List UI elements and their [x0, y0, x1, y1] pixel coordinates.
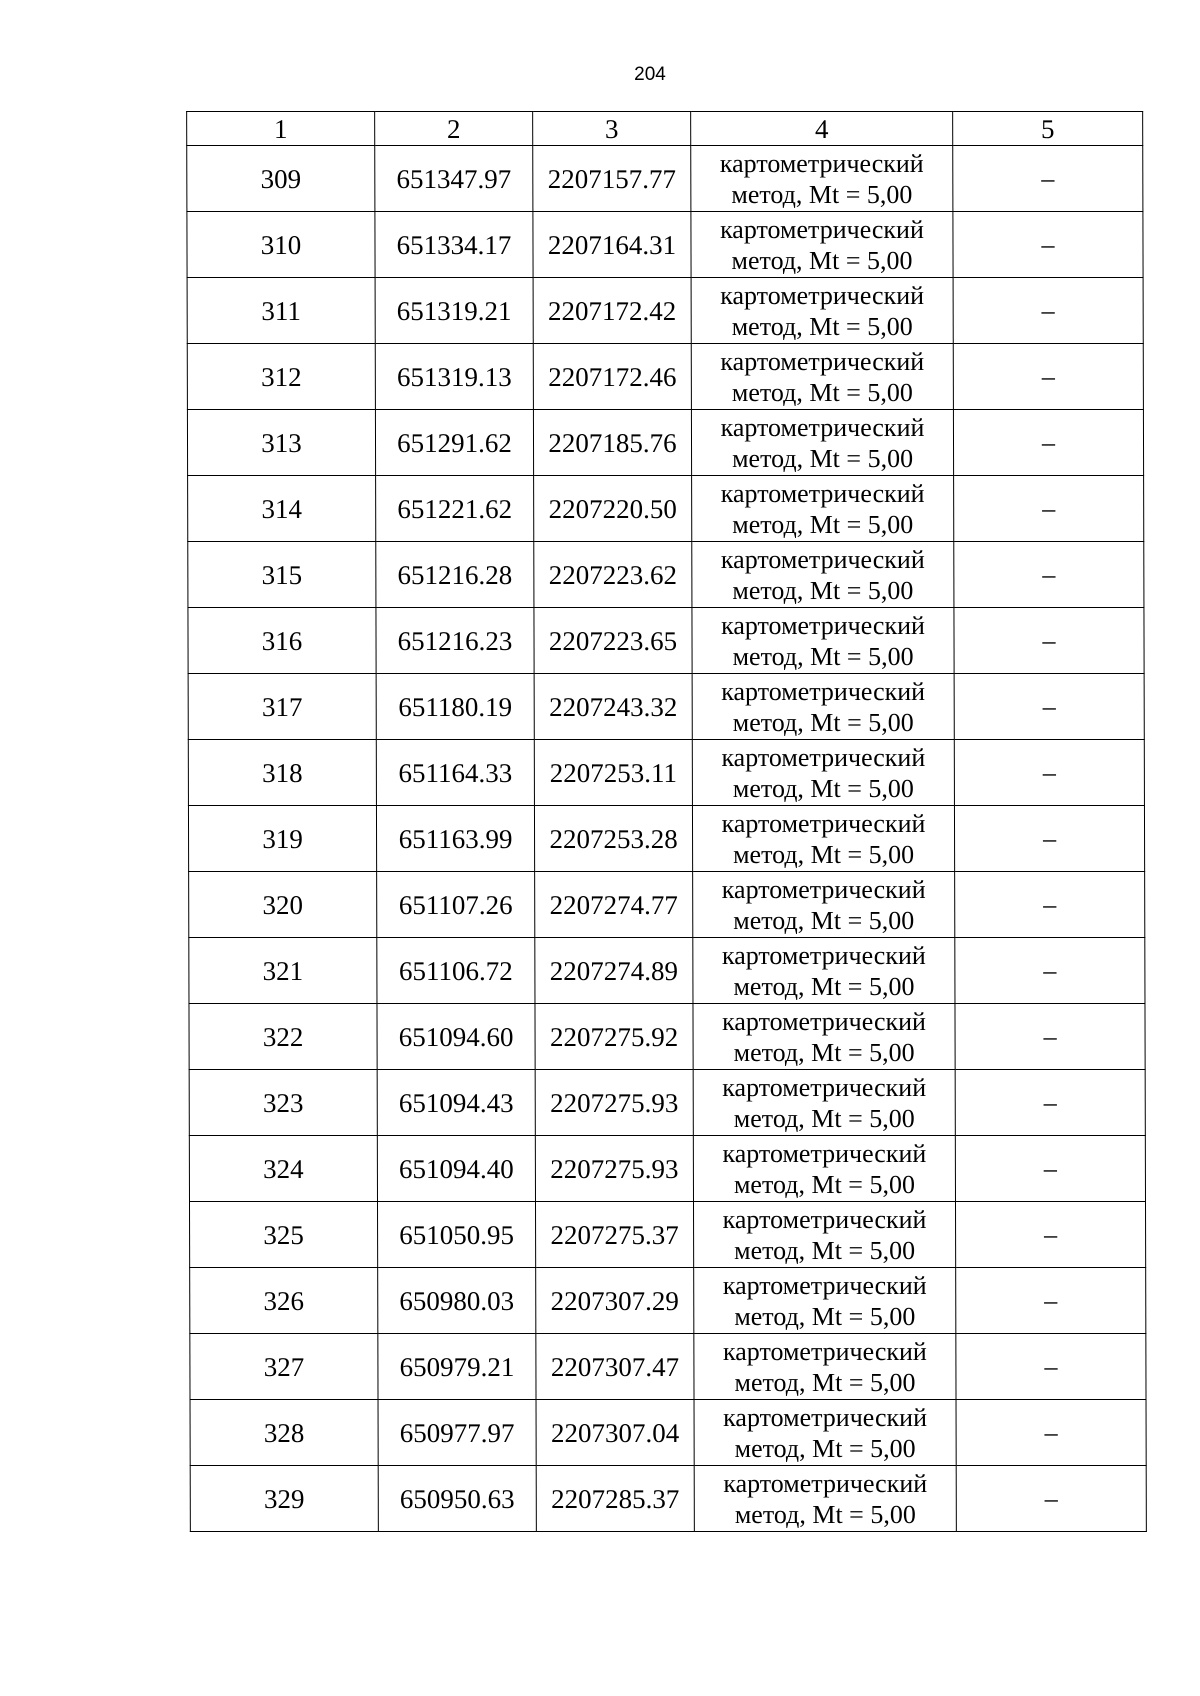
- description-cell: –: [955, 872, 1145, 938]
- point-number-cell: 326: [190, 1268, 378, 1334]
- header-cell: 3: [533, 112, 691, 146]
- table-row: [190, 1466, 1146, 1532]
- point-number-cell: 323: [189, 1070, 377, 1136]
- x-coordinate-cell: 651291.62: [375, 410, 533, 476]
- point-number-cell: 325: [189, 1202, 377, 1268]
- x-coordinate-cell: 650977.97: [378, 1400, 536, 1466]
- method-cell: [692, 806, 954, 872]
- y-coordinate-cell: 2207157.77: [533, 146, 691, 212]
- method-line-2: метод, Mt = 5,00: [731, 311, 913, 341]
- description-cell: –: [954, 674, 1144, 740]
- point-number-cell: 329: [190, 1466, 378, 1532]
- x-coordinate-cell: 651094.43: [377, 1070, 535, 1136]
- method-line-1: картометрический: [722, 1006, 926, 1036]
- table-row: [190, 1334, 1146, 1400]
- method-line-2: метод, Mt = 5,00: [732, 443, 914, 473]
- table-row: [189, 1136, 1145, 1202]
- y-coordinate-cell: 2207274.89: [535, 938, 693, 1004]
- method-cell: [694, 1268, 956, 1334]
- table-row: [187, 146, 1143, 212]
- table-row: [189, 1202, 1145, 1268]
- header-cell: 5: [953, 112, 1143, 146]
- y-coordinate-cell: 2207172.46: [533, 344, 691, 410]
- x-coordinate-cell: 651216.23: [376, 608, 534, 674]
- method-cell: [692, 674, 954, 740]
- description-cell: –: [955, 1202, 1145, 1268]
- description-cell: –: [955, 1136, 1145, 1202]
- method-line-1: картометрический: [723, 1468, 928, 1498]
- method-line-2: метод, Mt = 5,00: [734, 1235, 916, 1265]
- x-coordinate-cell: 650980.03: [378, 1268, 536, 1334]
- x-coordinate-cell: 651094.40: [377, 1136, 535, 1202]
- method-line-1: картометрический: [721, 808, 926, 838]
- table-row: [187, 410, 1143, 476]
- method-line-1: картометрический: [719, 148, 924, 178]
- method-cell: [693, 1136, 955, 1202]
- method-cell: [694, 1334, 956, 1400]
- y-coordinate-cell: 2207185.76: [533, 410, 691, 476]
- method-cell: [691, 344, 953, 410]
- y-coordinate-cell: 2207307.29: [536, 1268, 694, 1334]
- x-coordinate-cell: 651106.72: [377, 938, 535, 1004]
- method-line-2: метод, Mt = 5,00: [734, 1433, 916, 1463]
- method-cell: [694, 1400, 956, 1466]
- x-coordinate-cell: 651319.21: [375, 278, 533, 344]
- method-cell: [691, 146, 953, 212]
- method-line-2: метод, Mt = 5,00: [733, 1037, 915, 1067]
- method-line-2: метод, Mt = 5,00: [732, 509, 914, 539]
- description-cell: –: [955, 1004, 1145, 1070]
- header-cell: 1: [187, 112, 375, 146]
- method-line-2: метод, Mt = 5,00: [731, 377, 913, 407]
- method-line-2: метод, Mt = 5,00: [733, 1169, 915, 1199]
- description-cell: –: [954, 542, 1144, 608]
- description-cell: –: [956, 1466, 1146, 1532]
- description-cell: –: [956, 1400, 1146, 1466]
- y-coordinate-cell: 2207243.32: [534, 674, 692, 740]
- description-cell: –: [956, 1268, 1146, 1334]
- method-cell: [692, 740, 954, 806]
- y-coordinate-cell: 2207253.28: [534, 806, 692, 872]
- table-row: [187, 278, 1143, 344]
- method-line-1: картометрический: [720, 346, 925, 376]
- x-coordinate-cell: 651050.95: [377, 1202, 535, 1268]
- point-number-cell: 312: [187, 344, 375, 410]
- table-row: [190, 1268, 1146, 1334]
- method-line-1: картометрический: [720, 544, 925, 574]
- y-coordinate-cell: 2207172.42: [533, 278, 691, 344]
- method-line-2: метод, Mt = 5,00: [731, 179, 913, 209]
- table-row: [188, 608, 1144, 674]
- method-line-1: картометрический: [721, 940, 926, 970]
- y-coordinate-cell: 2207307.04: [536, 1400, 694, 1466]
- point-number-cell: 317: [188, 674, 376, 740]
- method-line-1: картометрический: [720, 280, 925, 310]
- description-cell: –: [955, 938, 1145, 1004]
- method-line-2: метод, Mt = 5,00: [732, 773, 914, 803]
- method-line-1: картометрический: [721, 874, 926, 904]
- y-coordinate-cell: 2207275.93: [535, 1136, 693, 1202]
- y-coordinate-cell: 2207220.50: [534, 476, 692, 542]
- method-cell: [691, 212, 953, 278]
- point-number-cell: 311: [187, 278, 375, 344]
- y-coordinate-cell: 2207253.11: [534, 740, 692, 806]
- method-cell: [694, 1466, 956, 1532]
- description-cell: –: [953, 146, 1143, 212]
- header-cell: 4: [691, 112, 953, 146]
- y-coordinate-cell: 2207274.77: [535, 872, 693, 938]
- method-line-1: картометрический: [720, 412, 925, 442]
- table-row: [189, 872, 1145, 938]
- description-cell: –: [953, 344, 1143, 410]
- y-coordinate-cell: 2207285.37: [536, 1466, 694, 1532]
- x-coordinate-cell: 650979.21: [378, 1334, 536, 1400]
- point-number-cell: 328: [190, 1400, 378, 1466]
- x-coordinate-cell: 651221.62: [376, 476, 534, 542]
- method-line-1: картометрический: [721, 742, 926, 772]
- description-cell: –: [956, 1334, 1146, 1400]
- method-line-2: метод, Mt = 5,00: [734, 1367, 916, 1397]
- method-cell: [693, 1070, 955, 1136]
- point-number-cell: 314: [188, 476, 376, 542]
- method-cell: [693, 1004, 955, 1070]
- table-row: [188, 476, 1144, 542]
- method-cell: [692, 476, 954, 542]
- point-number-cell: 310: [187, 212, 375, 278]
- table-header-row: [187, 112, 1143, 146]
- method-cell: [691, 278, 953, 344]
- point-number-cell: 327: [190, 1334, 378, 1400]
- method-line-1: картометрический: [722, 1204, 927, 1234]
- point-number-cell: 316: [188, 608, 376, 674]
- coordinates-table: [186, 111, 1147, 1532]
- y-coordinate-cell: 2207275.92: [535, 1004, 693, 1070]
- point-number-cell: 320: [189, 872, 377, 938]
- y-coordinate-cell: 2207223.65: [534, 608, 692, 674]
- method-line-2: метод, Mt = 5,00: [733, 971, 915, 1001]
- page-number: 204: [634, 64, 666, 85]
- table-row: [188, 740, 1144, 806]
- method-line-1: картометрический: [720, 214, 924, 244]
- method-line-1: картометрический: [722, 1336, 927, 1366]
- y-coordinate-cell: 2207275.93: [535, 1070, 693, 1136]
- point-number-cell: 315: [188, 542, 376, 608]
- table-row: [188, 806, 1144, 872]
- method-line-2: метод, Mt = 5,00: [732, 641, 914, 671]
- y-coordinate-cell: 2207275.37: [535, 1202, 693, 1268]
- point-number-cell: 309: [187, 146, 375, 212]
- point-number-cell: 313: [187, 410, 375, 476]
- point-number-cell: 322: [189, 1004, 377, 1070]
- method-line-2: метод, Mt = 5,00: [733, 1103, 915, 1133]
- x-coordinate-cell: 651319.13: [375, 344, 533, 410]
- method-line-1: картометрический: [722, 1072, 927, 1102]
- method-cell: [692, 542, 954, 608]
- table-row: [189, 1070, 1145, 1136]
- point-number-cell: 321: [189, 938, 377, 1004]
- table-row: [188, 674, 1144, 740]
- method-line-2: метод, Mt = 5,00: [732, 707, 914, 737]
- y-coordinate-cell: 2207223.62: [534, 542, 692, 608]
- method-cell: [693, 872, 955, 938]
- point-number-cell: 319: [188, 806, 376, 872]
- y-coordinate-cell: 2207164.31: [533, 212, 691, 278]
- method-cell: [692, 608, 954, 674]
- table-row: [189, 1004, 1145, 1070]
- method-cell: [693, 1202, 955, 1268]
- method-line-1: картометрический: [721, 676, 926, 706]
- method-line-1: картометрический: [722, 1270, 927, 1300]
- table-row: [187, 344, 1143, 410]
- method-line-1: картометрический: [722, 1138, 927, 1168]
- method-line-2: метод, Mt = 5,00: [732, 575, 914, 605]
- table-row: [190, 1400, 1146, 1466]
- description-cell: –: [954, 740, 1144, 806]
- description-cell: –: [954, 806, 1144, 872]
- x-coordinate-cell: 651163.99: [376, 806, 534, 872]
- x-coordinate-cell: 651216.28: [376, 542, 534, 608]
- method-cell: [691, 410, 953, 476]
- table-row: [187, 212, 1143, 278]
- x-coordinate-cell: 651107.26: [377, 872, 535, 938]
- method-line-2: метод, Mt = 5,00: [734, 1499, 916, 1529]
- method-line-1: картометрический: [721, 610, 925, 640]
- method-cell: [693, 938, 955, 1004]
- description-cell: –: [954, 608, 1144, 674]
- x-coordinate-cell: 651164.33: [376, 740, 534, 806]
- description-cell: –: [953, 278, 1143, 344]
- method-line-1: картометрический: [723, 1402, 928, 1432]
- description-cell: –: [955, 1070, 1145, 1136]
- point-number-cell: 324: [189, 1136, 377, 1202]
- x-coordinate-cell: 650950.63: [378, 1466, 536, 1532]
- x-coordinate-cell: 651347.97: [375, 146, 533, 212]
- method-line-2: метод, Mt = 5,00: [733, 905, 915, 935]
- method-line-2: метод, Mt = 5,00: [733, 839, 915, 869]
- description-cell: –: [953, 212, 1143, 278]
- x-coordinate-cell: 651334.17: [375, 212, 533, 278]
- x-coordinate-cell: 651180.19: [376, 674, 534, 740]
- point-number-cell: 318: [188, 740, 376, 806]
- method-line-2: метод, Mt = 5,00: [731, 245, 913, 275]
- description-cell: –: [953, 410, 1143, 476]
- table-row: [188, 542, 1144, 608]
- table-body: [187, 146, 1147, 1532]
- description-cell: –: [954, 476, 1144, 542]
- header-cell: 2: [375, 112, 533, 146]
- method-line-2: метод, Mt = 5,00: [734, 1301, 916, 1331]
- method-line-1: картометрический: [720, 478, 925, 508]
- y-coordinate-cell: 2207307.47: [536, 1334, 694, 1400]
- x-coordinate-cell: 651094.60: [377, 1004, 535, 1070]
- table-row: [189, 938, 1145, 1004]
